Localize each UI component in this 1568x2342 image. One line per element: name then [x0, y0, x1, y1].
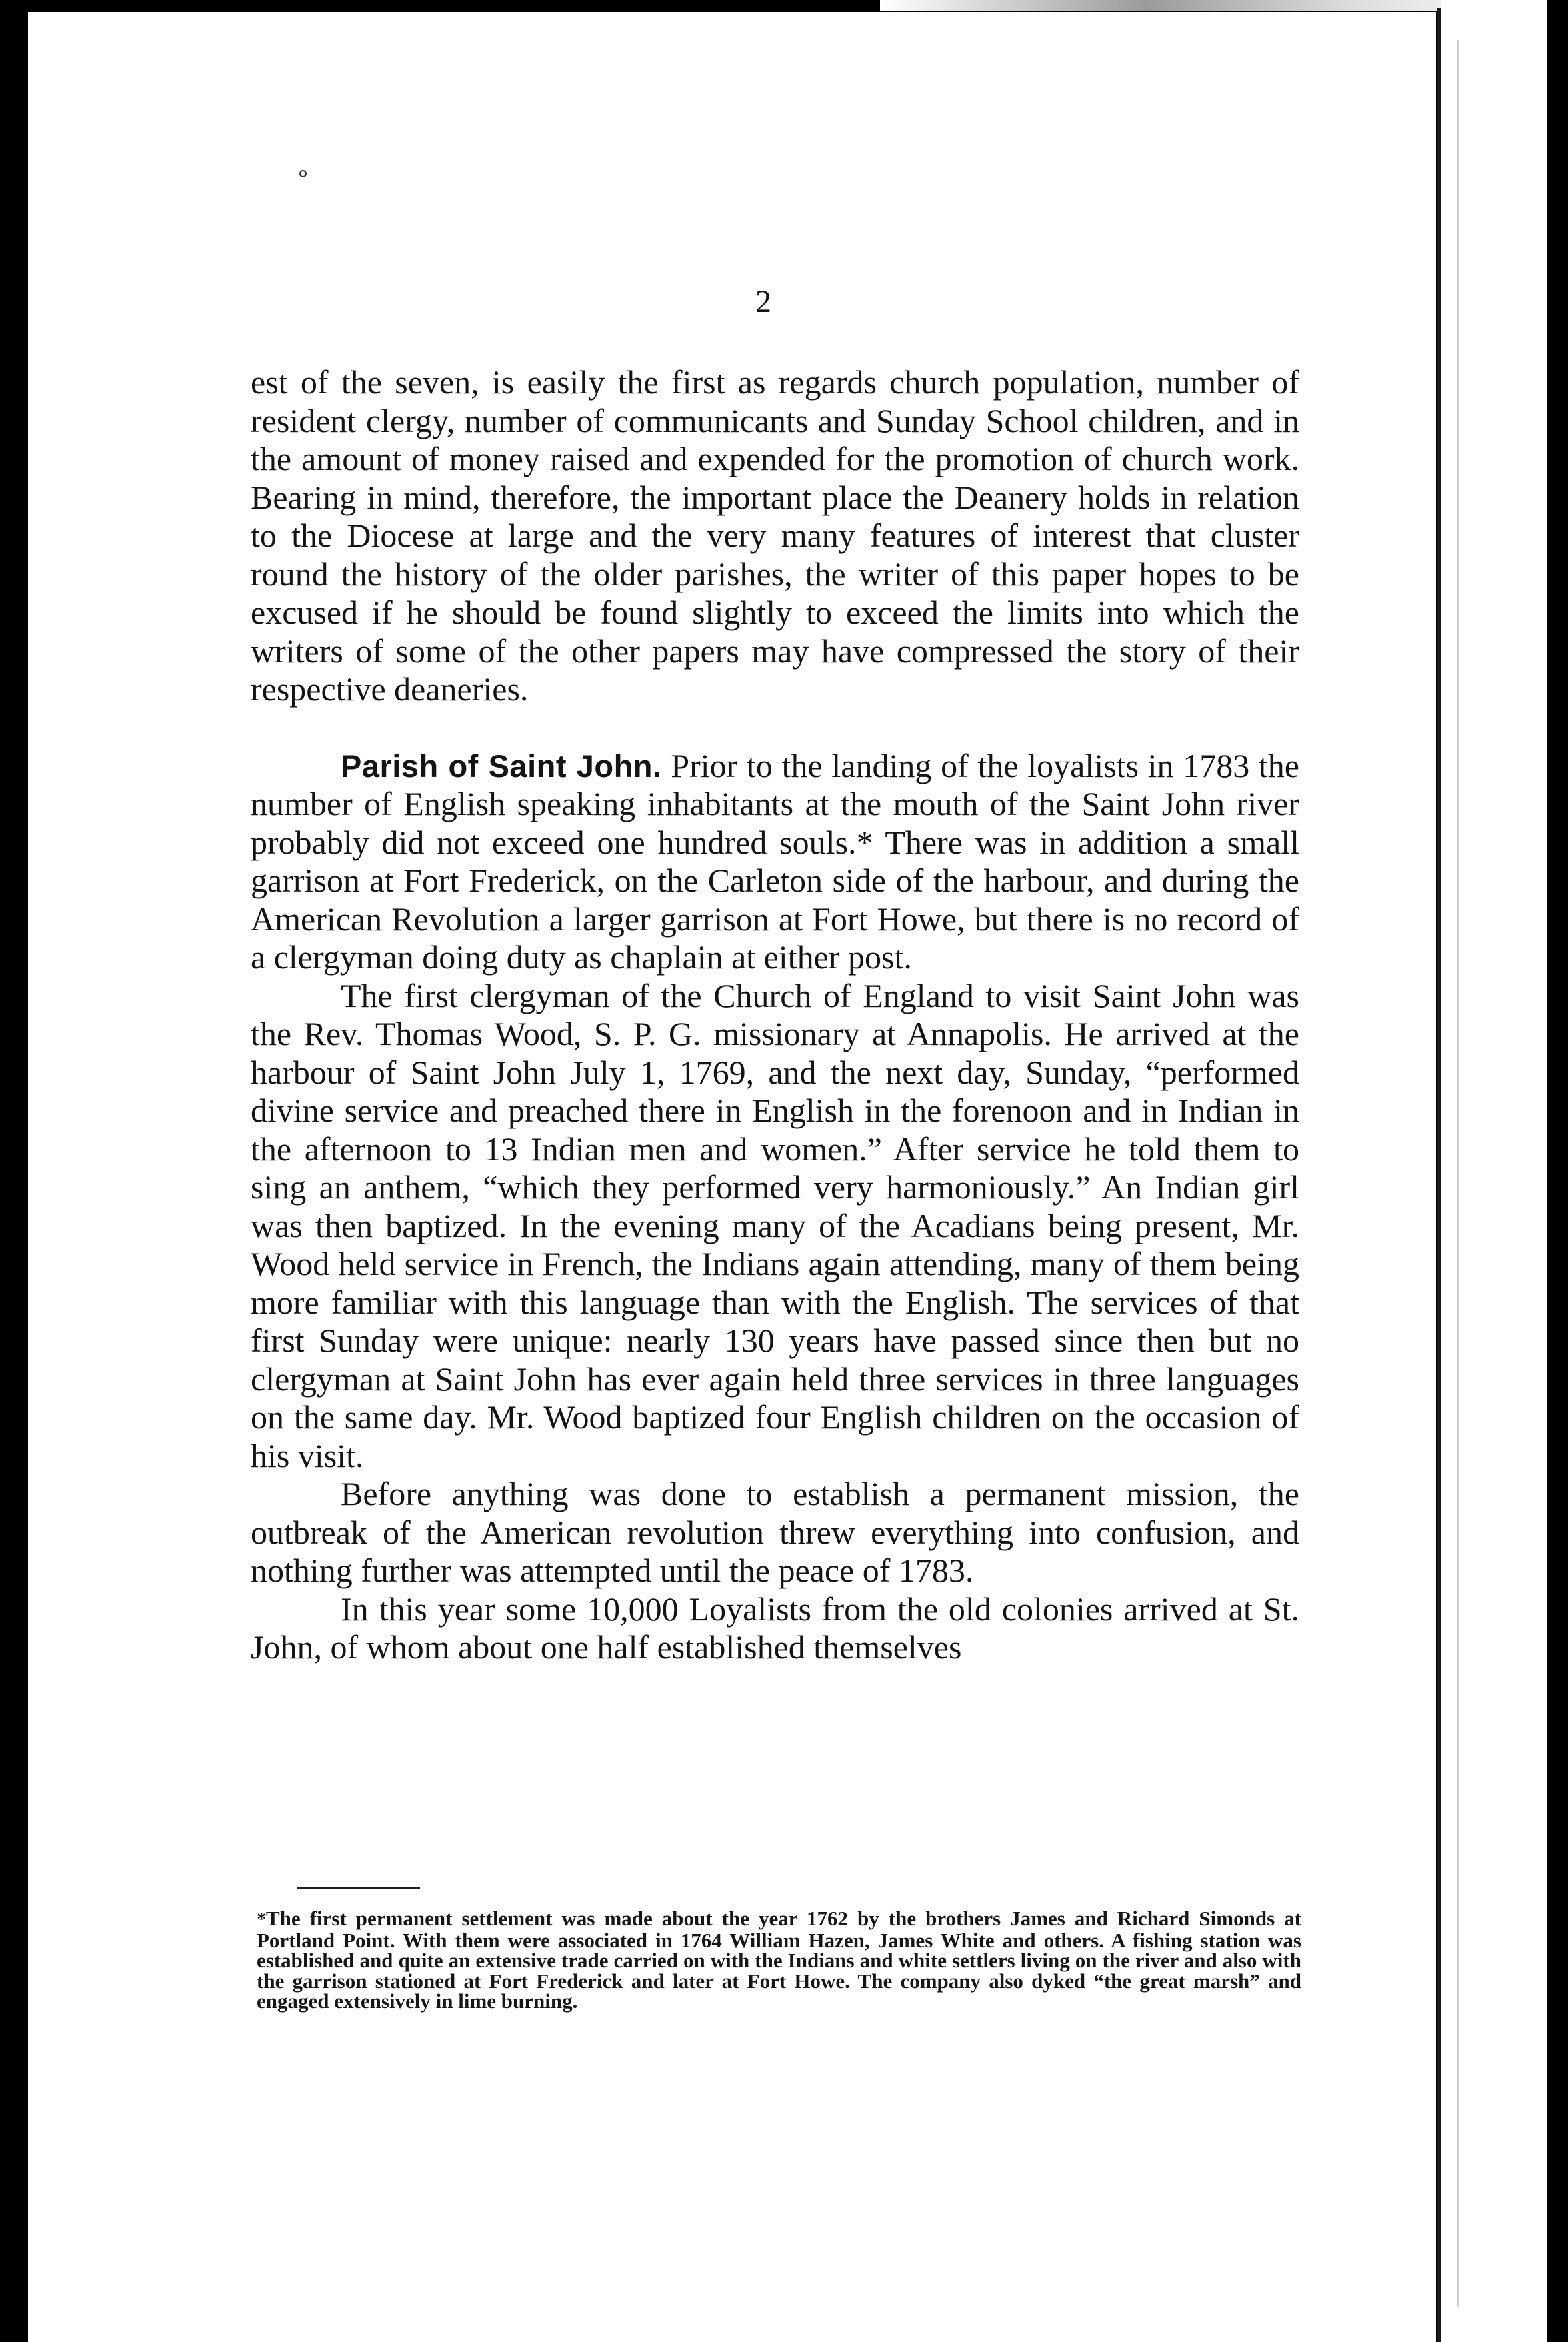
main-text — [251, 363, 1299, 1667]
paragraph-parish-intro-text: Prior to the landing of the loyalists in 1783 the number of English speaking inhabitants at the mouth of the Saint John river probably did not exceed one hundred souls.* There was in addition a small garrison at Fort Frederick, on the Carleton side of the harbour, and during the American Revolution a larger garrison at Fort Howe, but there is no record of a clergyman doing duty as chaplain at either post. — [251, 746, 1300, 976]
footnote — [257, 1909, 1301, 2012]
paper-speck — [299, 170, 307, 177]
paragraph-revolution: Before anything was done to establish a permanent mission, the outbreak of the American revolution threw everything into confusion, and nothing further was attempted until the peace of 1783. — [251, 1475, 1299, 1589]
facing-page-shadow — [1457, 40, 1459, 2307]
paragraph-first-clergyman: The first clergyman of the Church of England to visit Saint John was the Rev. Thomas Wood, S. P. G. missionary at Annapolis. He arrived at the harbour of Saint John July 1, 1769, and the next day, Sunday, “performed divine service and preached there in English in the forenoon and in Indian in the afternoon to 13 Indian men and women.” After service he told them to sing an anthem, “which they performed very harmoniously.” An Indian girl was then baptized. In the evening many of the Acadians being present, Mr. Wood held service in French, the Indians again attending, many of them being more familiar with this language than with the English. The services of that first Sunday were unique: nearly 130 years have passed since then but no clergyman at Saint John has ever again held three services in three languages on the same day. Mr. Wood baptized four English children on the occasion of his visit. — [251, 976, 1299, 1474]
section-heading: Parish of Saint John. — [341, 748, 662, 784]
paragraph-parish-intro — [251, 747, 1299, 977]
footnote-text: The first permanent settlement was made about the year 1762 by the brothers James and Richard Simonds at Portland Point. With them were associated in 1764 William Hazen, James White and others. A fishing station was established and quite an extensive trade carried on with the Indians and white settlers living on the river and also with the garrison stationed at Fort Frederick and later at Fort Howe. The company also dyked “the great marsh” and engaged extensively in lime burning. — [257, 1907, 1301, 2013]
paragraph-loyalists: In this year some 10,000 Loyalists from the old colonies arrived at St. John, of whom about one half established themselves — [251, 1590, 1299, 1666]
footnote-marker: * — [257, 1909, 266, 1930]
page-number: 2 — [755, 284, 771, 319]
paragraph-continued: est of the seven, is easily the first as regards church population, number of resident clergy, number of communicants and Sunday School children, and in the amount of money raised and expended for the promotion of church work. Bearing in mind, therefore, the important place the Deanery holds in relation to the Diocese at large and the very many features of interest that cluster round the history of the older parishes, the writer of this paper hopes to be excused if he should be found slightly to exceed the limits into which the writers of some of the other papers may have compressed the story of their respective deaneries. — [251, 363, 1299, 708]
footnote-divider — [297, 1887, 420, 1889]
